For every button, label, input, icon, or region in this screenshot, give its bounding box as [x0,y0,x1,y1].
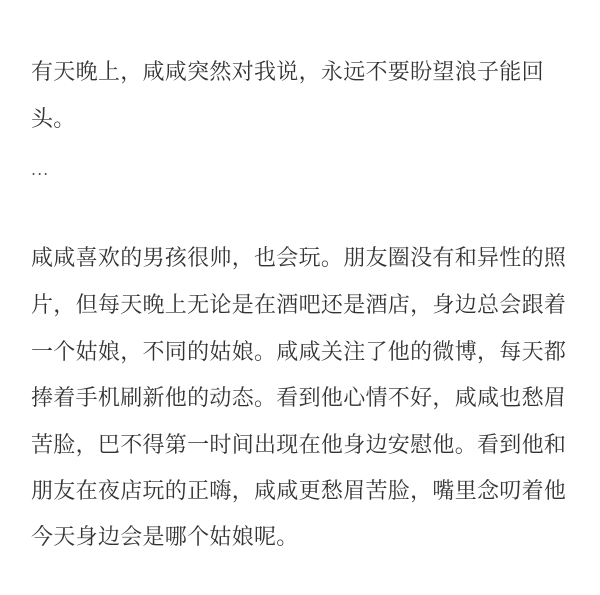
paragraph-2-line-1: 咸咸喜欢的男孩很帅，也会玩。朋友圈没有和异性的照 [31,246,567,271]
paragraph-1-line-1: 有天晚上，咸咸突然对我说，永远不要盼望浪子能回 [31,60,544,85]
paragraph-1-line-2: 头。 [31,107,76,132]
paragraph-2-line-5: 苦脸，巴不得第一时间出现在他身边安慰他。看到他和 [31,433,567,458]
paragraph-2-line-6: 朋友在夜店玩的正嗨，咸咸更愁眉苦脸，嘴里念叨着他 [31,479,567,504]
ellipsis: ... [31,160,50,179]
paragraph-2-line-3: 一个姑娘，不同的姑娘。咸咸关注了他的微博，每天都 [31,340,567,365]
paragraph-2-line-7: 今天身边会是哪个姑娘呢。 [31,525,299,550]
paragraph-2-line-4: 捧着手机刷新他的动态。看到他心情不好，咸咸也愁眉 [31,386,567,411]
paragraph-2-line-2: 片，但每天晚上无论是在酒吧还是酒店，身边总会跟着 [31,293,567,318]
